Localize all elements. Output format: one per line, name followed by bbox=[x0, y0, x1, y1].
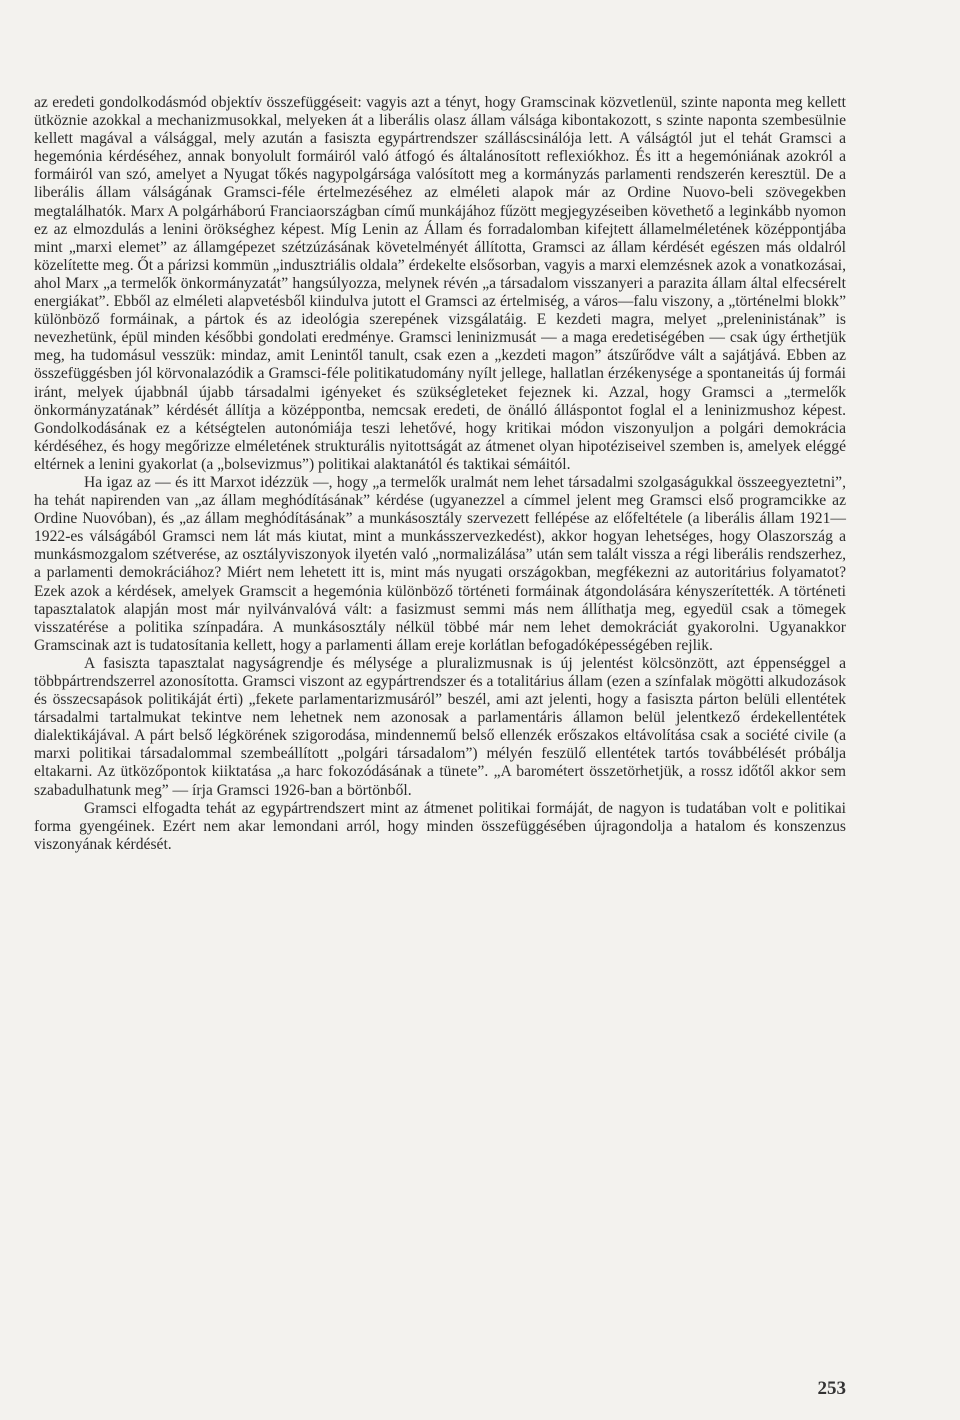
body-text bbox=[34, 94, 846, 854]
page-number: 253 bbox=[817, 1378, 846, 1399]
paragraph-3: A fasiszta tapasztalat nagyságrendje és mélysége a pluralizmusnak is új jelentést kölcsönzött, azt éppenséggel a többpártrendszerrel azonosította. Gramsci viszont az egypártrendszer és a totalitárius állam (ezen a színfalak mögötti alkudozások és összecsapások politikáját érti) „fekete parlamentarizmusáról” beszél, ami azt jelenti, hogy a fasiszta párton belüli ellentétek társadalmi tartalmukat tekintve nem lehetnek nem azonosak a parlamentáris államon belül jelentkező érdekellentétek dialektikájával. A párt belső légkörének szigorodása, mindennemű belső ellenzék erőszakos eltávolítása csak a société civile (a marxi politikai társadalommal szembeállított „polgári társadalom”) mélyén feszülő ellentétek tartós továbbélését próbálja eltakarni. Az ütközőpontok kiiktatása „a harc fokozódásának a tünete”. „A barométert összetörhetjük, a rossz időtől akkor sem szabadulhatunk meg” — írja Gramsci 1926-ban a börtönből. bbox=[34, 654, 846, 799]
paragraph-2: Ha igaz az — és itt Marxot idézzük —, hogy „a termelők uralmát nem lehet társadalmi szolgaságukkal összeegyeztetni”, ha tehát napirenden van „az állam meghódításának” kérdése (ugyanezzel a címmel jelent meg Gramsci első programcikke az Ordine Nuovóban), és „az állam meghódításának” a munkásosztály szervezett fellépése az előfeltétele (a liberális állam 1921—1922-es válságából Gramsci nem lát más kiutat, mint a munkásszervezkedést), akkor hogyan lehetséges, hogy Olaszország a munkásmozgalom szétverése, az osztályviszonyok ilyetén való „normalizálása” után sem talált vissza a régi liberális rendszerhez, a parlamenti demokráciához? Miért nem lehetett itt is, mint más nyugati országokban, megfékezni az autoritárius folyamatot? Ezek azok a kérdések, amelyek Gramscit a hegemónia különböző történeti formáinak átgondolására kényszerítették. A történeti tapasztalatok alapján most már nyilvánvalóvá vált: a fasizmust semmi más nem állíthatja meg, egyedül csak a tömegek visszatérése a politika színpadára. A munkásosztály nélkül többé már nem lehet demokráciát gyakorolni. Ugyanakkor Gramscinak azt is tudatosítania kellett, hogy a parlamenti állam ereje korlátlan befogadóképességében rejlik. bbox=[34, 473, 846, 654]
paragraph-4: Gramsci elfogadta tehát az egypártrendszert mint az átmenet politikai formáját, de nagyon is tudatában volt e politikai forma gyengéinek. Ezért nem akar lemondani arról, hogy minden összefüggésében újragondolja a hatalom és konszenzus viszonyának kérdését. bbox=[34, 799, 846, 853]
paragraph-1: az eredeti gondolkodásmód objektív összefüggéseit: vagyis azt a tényt, hogy Gramscinak közvetlenül, szinte naponta meg kellett ütköznie azokkal a mechanizmusokkal, melyeken át a liberális olasz állam válsága kibontakozott, s szinte naponta szembesülnie kellett magával a válsággal, mely azután a fasiszta egypártrendszer szálláscsinálója lett. A válságtól jut el tehát Gramsci a hegemónia kérdéséhez, annak bonyolult formáiról való átfogó és általánosított reflexiókhoz. És itt a hegemóniának azokról a formáiról van szó, amelyet a Nyugat tőkés nagypolgársága valósított meg a kormányzás parlamenti rendszerén keresztül. De a liberális állam válságának Gramsci-féle értelmezéséhez az elméleti alapok már az Ordine Nuovo-beli szövegekben megtalálhatók. Marx A polgárháború Franciaországban című munkájához fűzött megjegyzéseiben követhető a leginkább nyomon ez az elmozdulás a lenini örökséghez képest. Míg Lenin az Állam és forradalomban kifejtett államelméletének középpontjába mint „marxi elemet” az államgépezet szétzúzásának követelményét állította, Gramsci az állam kérdését egészen más oldalról közelítette meg. Őt a párizsi kommün „indusztriális oldala” érdekelte elsősorban, vagyis a marxi elemzésnek azok a vonatkozásai, ahol Marx „a termelők önkormányzatát” hangsúlyozza, melynek révén „a társadalom visszanyeri a parazita állam által elfecsérelt energiákat”. Ebből az elméleti alapvetésből kiindulva jutott el Gramsci az értelmiség, a város—falu viszony, a „történelmi blokk” különböző formáinak, a pártok és az ideológia szerepének vizsgálatáig. E kezdeti magra, melyet „preleninistának” is nevezhetünk, épül minden későbbi gondolati eredménye. Gramsci leninizmusát — a maga eredetiségében — csak úgy érthetjük meg, ha tudomásul vesszük: mindaz, amit Lenintől tanult, csak ezen a „kezdeti magon” átszűrődve vált a sajátjává. Ebben az összefüggésben jól körvonalazódik a Gramsci-féle politikatudomány nyílt jellege, hallatlan érzékenysége a spontaneitás új formái iránt, melyek újabbnál újabb társadalmi igényeket és szükségleteket fejeznek ki. Azzal, hogy Gramsci a „termelők önkormányzatának” kérdését állítja a középpontba, nemcsak eredeti, de önálló álláspontot foglal el a leninizmushoz képest. Gondolkodásának ez a kétségtelen autonómiája teszi lehetővé, hogy kritikai módon viszonyuljon a polgári demokrácia kérdéséhez, és hogy megőrizze elméletének strukturális nyitottságát az átmenet olyan hipotéziseivel szemben is, amelyek eléggé eltérnek a lenini gyakorlat (a „bolsevizmus”) politikai alaktanától és taktikai sémáitól. bbox=[34, 94, 846, 473]
